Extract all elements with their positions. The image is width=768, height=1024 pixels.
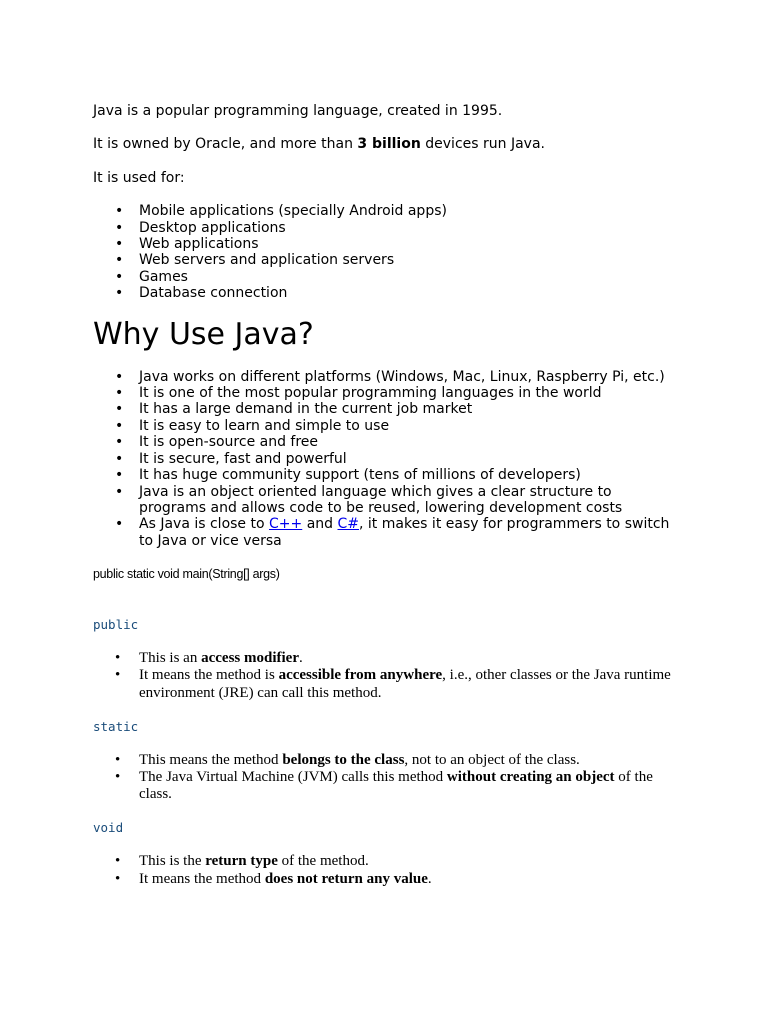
uses-list-item: • Desktop applications	[139, 220, 683, 236]
intro-owned-text: It is owned by Oracle, and more than	[93, 136, 358, 153]
item-text-end: .	[298, 650, 303, 667]
void-list-item	[139, 853, 683, 870]
public-list-item	[139, 650, 683, 667]
why-list-item: • It is secure, fast and powerful	[139, 451, 683, 467]
why-list-item: • It has a large demand in the current job market	[139, 401, 683, 417]
item-text-end: , not to an object of the class.	[404, 751, 580, 768]
item-text: This is the	[139, 853, 206, 870]
why-last-text-end: , it makes it easy for programmers to switch to Java or vice versa	[139, 516, 670, 549]
why-use-java-heading: Why Use Java?	[93, 316, 314, 352]
keyword-public: public	[93, 617, 139, 633]
keyword-void: void	[93, 820, 124, 836]
keyword-static: static	[93, 718, 139, 734]
why-list-item: • Java is an object oriented language which gives a clear structure to programs and allows code to be reused, lowering development costs	[139, 484, 683, 517]
public-list	[93, 650, 683, 702]
item-text-end: .	[427, 870, 432, 887]
uses-list-item: • Mobile applications (specially Android apps)	[139, 203, 683, 219]
item-text-end: of the class.	[139, 768, 653, 803]
csharp-link[interactable]: C#	[337, 516, 360, 533]
item-bold: access modifier	[201, 650, 299, 667]
item-text: This is an	[139, 650, 202, 667]
static-list-item	[139, 752, 683, 769]
item-bold: accessible from anywhere	[278, 667, 443, 684]
uses-list-item: • Games	[139, 269, 683, 285]
item-text: The Java Virtual Machine (JVM) calls this method	[139, 768, 447, 785]
why-last-text: As Java is close to	[139, 516, 269, 533]
why-list-item: • It is one of the most popular programming languages in the world	[139, 385, 683, 401]
why-list-item-links	[139, 516, 683, 549]
document-page	[93, 103, 683, 888]
static-list	[93, 752, 683, 804]
uses-list-item: • Web applications	[139, 236, 683, 252]
intro-used-for: It is used for:	[93, 169, 185, 186]
why-list-item: • It is open-source and free	[139, 434, 683, 450]
void-list-item	[139, 871, 683, 888]
item-bold: return type	[205, 853, 278, 870]
void-list	[93, 853, 683, 887]
intro-line-owned	[93, 136, 683, 152]
uses-list	[93, 203, 683, 301]
why-list	[93, 369, 683, 549]
intro-owned-text-end: devices run Java.	[420, 136, 545, 153]
uses-list-item: • Database connection	[139, 285, 683, 301]
cpp-link[interactable]: C++	[269, 516, 303, 533]
item-bold: without creating an object	[446, 768, 615, 785]
item-text: It means the method is	[139, 667, 279, 684]
item-text: It means the method	[139, 870, 265, 887]
item-text-end: of the method.	[277, 853, 369, 870]
public-list-item	[139, 667, 683, 701]
item-bold: belongs to the class	[282, 751, 405, 768]
why-list-item: • Java works on different platforms (Windows, Mac, Linux, Raspberry Pi, etc.)	[139, 369, 683, 385]
uses-list-item: • Web servers and application servers	[139, 252, 683, 268]
intro-owned-bold: 3 billion	[357, 136, 421, 153]
item-bold: does not return any value	[264, 870, 428, 887]
why-list-item: • It is easy to learn and simple to use	[139, 418, 683, 434]
why-last-and: and	[302, 516, 338, 533]
main-method-signature: public static void main(String[] args)	[93, 567, 280, 582]
intro-line-created: Java is a popular programming language, created in 1995.	[93, 103, 503, 119]
item-text-end: , i.e., other classes or the Java runtime environment (JRE) can call this method.	[139, 667, 671, 701]
item-text: This means the method	[139, 751, 283, 768]
static-list-item	[139, 769, 683, 803]
why-list-item: • It has huge community support (tens of millions of developers)	[139, 467, 683, 483]
